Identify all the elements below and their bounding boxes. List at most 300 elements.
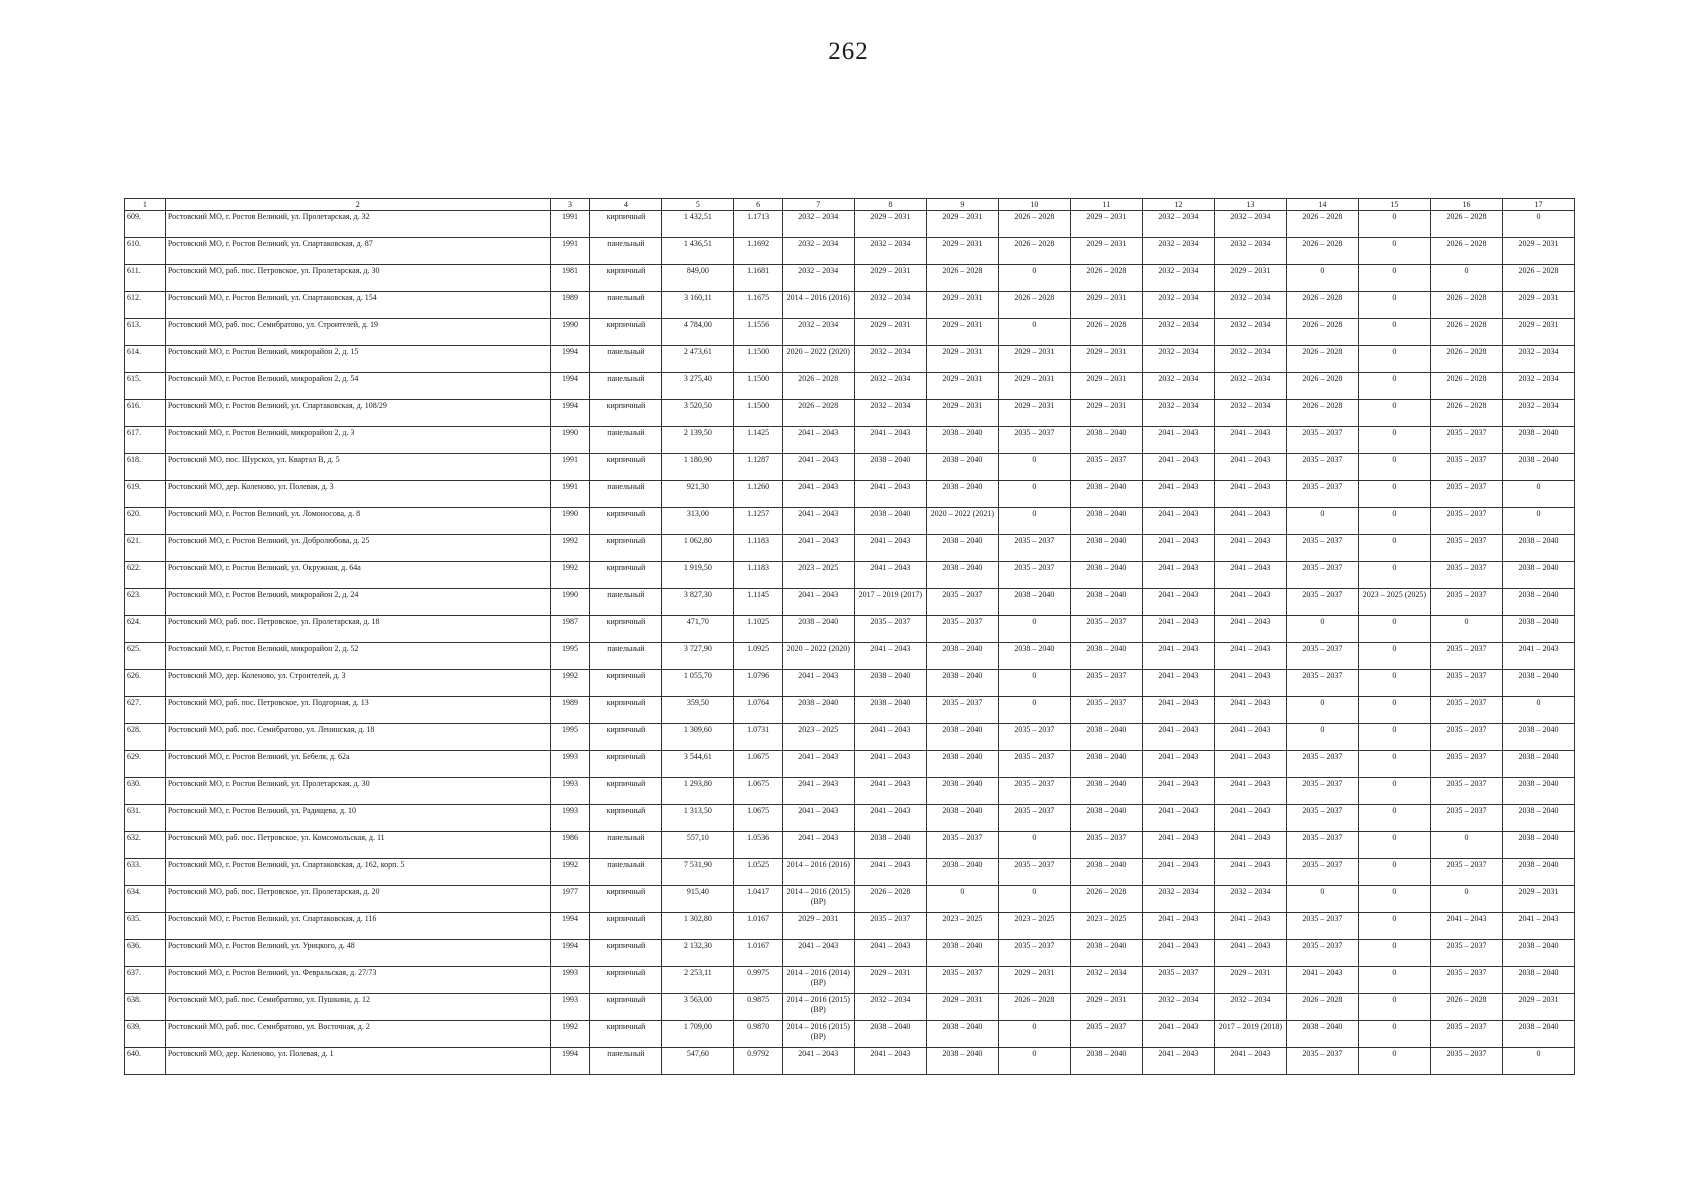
period-cell-7: 2032 – 2034 [782, 238, 854, 265]
period-cell-14: 0 [1286, 265, 1358, 292]
period-cell-10: 2035 – 2037 [998, 427, 1070, 454]
year-built-cell: 1995 [550, 643, 590, 670]
coefficient-cell: 1.1145 [734, 589, 782, 616]
period-cell-14: 2035 – 2037 [1286, 643, 1358, 670]
period-cell-15: 0 [1358, 535, 1430, 562]
period-cell-16: 2035 – 2037 [1430, 481, 1502, 508]
coefficient-cell: 0.9870 [734, 1021, 782, 1048]
row-number-cell: 630. [125, 778, 166, 805]
row-number-cell: 612. [125, 292, 166, 319]
period-cell-11: 2035 – 2037 [1070, 1021, 1142, 1048]
year-built-cell: 1994 [550, 913, 590, 940]
year-built-cell: 1992 [550, 535, 590, 562]
area-cell: 313,00 [662, 508, 734, 535]
table-row [125, 238, 1575, 265]
table-row [125, 778, 1575, 805]
period-cell-15: 0 [1358, 481, 1430, 508]
coefficient-cell: 1.0731 [734, 724, 782, 751]
address-cell: Ростовский МО, раб. пос. Семибратово, ул. Восточная, д. 2 [165, 1021, 550, 1048]
wall-material-cell: панельный [590, 643, 662, 670]
period-cell-10: 0 [998, 319, 1070, 346]
address-cell: Ростовский МО, раб. пос. Петровское, ул. Комсомольская, д. 11 [165, 832, 550, 859]
period-cell-17: 2038 – 2040 [1502, 778, 1574, 805]
period-cell-7: 2014 – 2016 (2015) (ВР) [782, 994, 854, 1021]
period-cell-17: 0 [1502, 508, 1574, 535]
table-row [125, 211, 1575, 238]
period-cell-13: 2032 – 2034 [1214, 994, 1286, 1021]
period-cell-16: 2035 – 2037 [1430, 724, 1502, 751]
coefficient-cell: 1.0796 [734, 670, 782, 697]
period-cell-16: 2035 – 2037 [1430, 751, 1502, 778]
period-cell-8: 2035 – 2037 [854, 616, 926, 643]
period-cell-8: 2041 – 2043 [854, 805, 926, 832]
address-cell: Ростовский МО, г. Ростов Великий, ул. Ломоносова, д. 8 [165, 508, 550, 535]
period-cell-15: 0 [1358, 805, 1430, 832]
table-row [125, 292, 1575, 319]
period-cell-12: 2032 – 2034 [1142, 265, 1214, 292]
period-cell-8: 2041 – 2043 [854, 1048, 926, 1075]
period-cell-9: 2038 – 2040 [926, 481, 998, 508]
period-cell-7: 2038 – 2040 [782, 697, 854, 724]
period-cell-17: 2029 – 2031 [1502, 319, 1574, 346]
period-cell-13: 2032 – 2034 [1214, 346, 1286, 373]
year-built-cell: 1990 [550, 319, 590, 346]
period-cell-12: 2041 – 2043 [1142, 805, 1214, 832]
column-number-header: 5 [662, 199, 734, 211]
area-cell: 915,40 [662, 886, 734, 913]
period-cell-15: 0 [1358, 427, 1430, 454]
period-cell-10: 2035 – 2037 [998, 751, 1070, 778]
period-cell-16: 2041 – 2043 [1430, 913, 1502, 940]
period-cell-14: 2035 – 2037 [1286, 562, 1358, 589]
period-cell-10: 0 [998, 481, 1070, 508]
period-cell-17: 0 [1502, 211, 1574, 238]
period-cell-16: 2026 – 2028 [1430, 238, 1502, 265]
row-number-cell: 639. [125, 1021, 166, 1048]
period-cell-9: 2038 – 2040 [926, 670, 998, 697]
period-cell-15: 0 [1358, 778, 1430, 805]
period-cell-10: 2035 – 2037 [998, 778, 1070, 805]
period-cell-14: 2035 – 2037 [1286, 1048, 1358, 1075]
period-cell-17: 2038 – 2040 [1502, 427, 1574, 454]
period-cell-12: 2041 – 2043 [1142, 913, 1214, 940]
period-cell-10: 0 [998, 1021, 1070, 1048]
period-cell-16: 2035 – 2037 [1430, 454, 1502, 481]
period-cell-16: 2026 – 2028 [1430, 211, 1502, 238]
period-cell-13: 2041 – 2043 [1214, 481, 1286, 508]
wall-material-cell: панельный [590, 373, 662, 400]
year-built-cell: 1986 [550, 832, 590, 859]
wall-material-cell: кирпичный [590, 1021, 662, 1048]
year-built-cell: 1981 [550, 265, 590, 292]
column-number-header: 2 [165, 199, 550, 211]
period-cell-10: 0 [998, 886, 1070, 913]
period-cell-16: 2026 – 2028 [1430, 994, 1502, 1021]
period-cell-9: 2038 – 2040 [926, 643, 998, 670]
period-cell-14: 2026 – 2028 [1286, 346, 1358, 373]
period-cell-12: 2032 – 2034 [1142, 211, 1214, 238]
area-cell: 3 563,00 [662, 994, 734, 1021]
period-cell-16: 2035 – 2037 [1430, 535, 1502, 562]
period-cell-12: 2041 – 2043 [1142, 616, 1214, 643]
period-cell-15: 0 [1358, 238, 1430, 265]
period-cell-13: 2041 – 2043 [1214, 670, 1286, 697]
period-cell-17: 2038 – 2040 [1502, 535, 1574, 562]
row-number-cell: 616. [125, 400, 166, 427]
period-cell-11: 2038 – 2040 [1070, 805, 1142, 832]
period-cell-7: 2014 – 2016 (2016) [782, 292, 854, 319]
period-cell-7: 2014 – 2016 (2015) (ВР) [782, 1021, 854, 1048]
period-cell-8: 2038 – 2040 [854, 1021, 926, 1048]
period-cell-10: 2035 – 2037 [998, 940, 1070, 967]
period-cell-14: 2038 – 2040 [1286, 1021, 1358, 1048]
area-cell: 1 180,90 [662, 454, 734, 481]
period-cell-17: 2038 – 2040 [1502, 562, 1574, 589]
period-cell-12: 2041 – 2043 [1142, 859, 1214, 886]
area-cell: 557,10 [662, 832, 734, 859]
column-number-header: 14 [1286, 199, 1358, 211]
address-cell: Ростовский МО, г. Ростов Великий, ул. Февральская, д. 27/73 [165, 967, 550, 994]
address-cell: Ростовский МО, г. Ростов Великий, микрорайон 2, д. 24 [165, 589, 550, 616]
table-row [125, 616, 1575, 643]
period-cell-8: 2032 – 2034 [854, 400, 926, 427]
period-cell-10: 2029 – 2031 [998, 400, 1070, 427]
period-cell-16: 2035 – 2037 [1430, 778, 1502, 805]
period-cell-9: 2038 – 2040 [926, 1021, 998, 1048]
period-cell-11: 2029 – 2031 [1070, 346, 1142, 373]
period-cell-13: 2041 – 2043 [1214, 832, 1286, 859]
coefficient-cell: 1.1692 [734, 238, 782, 265]
row-number-cell: 626. [125, 670, 166, 697]
period-cell-7: 2041 – 2043 [782, 481, 854, 508]
period-cell-8: 2041 – 2043 [854, 643, 926, 670]
period-cell-14: 2026 – 2028 [1286, 400, 1358, 427]
coefficient-cell: 1.1500 [734, 400, 782, 427]
period-cell-9: 2038 – 2040 [926, 751, 998, 778]
period-cell-11: 2023 – 2025 [1070, 913, 1142, 940]
period-cell-8: 2038 – 2040 [854, 454, 926, 481]
period-cell-13: 2041 – 2043 [1214, 508, 1286, 535]
period-cell-13: 2041 – 2043 [1214, 535, 1286, 562]
period-cell-8: 2032 – 2034 [854, 346, 926, 373]
table-row [125, 265, 1575, 292]
period-cell-11: 2038 – 2040 [1070, 1048, 1142, 1075]
period-cell-7: 2026 – 2028 [782, 400, 854, 427]
area-cell: 1 293,80 [662, 778, 734, 805]
period-cell-10: 2035 – 2037 [998, 562, 1070, 589]
year-built-cell: 1994 [550, 400, 590, 427]
coefficient-cell: 1.1025 [734, 616, 782, 643]
table-row [125, 427, 1575, 454]
period-cell-12: 2032 – 2034 [1142, 292, 1214, 319]
period-cell-11: 2038 – 2040 [1070, 751, 1142, 778]
period-cell-9: 2038 – 2040 [926, 778, 998, 805]
table-row [125, 508, 1575, 535]
year-built-cell: 1992 [550, 562, 590, 589]
address-cell: Ростовский МО, г. Ростов Великий, ул. Спартаковская, д. 162, корп. 5 [165, 859, 550, 886]
period-cell-13: 2041 – 2043 [1214, 454, 1286, 481]
period-cell-7: 2032 – 2034 [782, 211, 854, 238]
address-cell: Ростовский МО, раб. пос. Петровское, ул. Пролетарская, д. 30 [165, 265, 550, 292]
column-number-header: 9 [926, 199, 998, 211]
column-number-header: 7 [782, 199, 854, 211]
period-cell-11: 2038 – 2040 [1070, 562, 1142, 589]
period-cell-15: 0 [1358, 562, 1430, 589]
period-cell-8: 2029 – 2031 [854, 265, 926, 292]
period-cell-7: 2041 – 2043 [782, 940, 854, 967]
period-cell-11: 2038 – 2040 [1070, 481, 1142, 508]
wall-material-cell: кирпичный [590, 454, 662, 481]
period-cell-8: 2032 – 2034 [854, 373, 926, 400]
wall-material-cell: кирпичный [590, 886, 662, 913]
year-built-cell: 1991 [550, 211, 590, 238]
row-number-cell: 623. [125, 589, 166, 616]
period-cell-17: 2041 – 2043 [1502, 913, 1574, 940]
period-cell-10: 0 [998, 508, 1070, 535]
area-cell: 3 160,11 [662, 292, 734, 319]
period-cell-12: 2041 – 2043 [1142, 481, 1214, 508]
address-cell: Ростовский МО, г. Ростов Великий, ул. Бебеля, д. 62а [165, 751, 550, 778]
table-row [125, 670, 1575, 697]
table-row [125, 319, 1575, 346]
period-cell-11: 2026 – 2028 [1070, 319, 1142, 346]
period-cell-7: 2020 – 2022 (2020) [782, 346, 854, 373]
address-cell: Ростовский МО, г. Ростов Великий, ул. Пролетарская, д. 32 [165, 211, 550, 238]
period-cell-7: 2032 – 2034 [782, 265, 854, 292]
period-cell-8: 2041 – 2043 [854, 940, 926, 967]
row-number-cell: 614. [125, 346, 166, 373]
period-cell-15: 0 [1358, 967, 1430, 994]
period-cell-17: 2038 – 2040 [1502, 589, 1574, 616]
area-cell: 547,60 [662, 1048, 734, 1075]
period-cell-11: 2026 – 2028 [1070, 265, 1142, 292]
address-cell: Ростовский МО, г. Ростов Великий, микрорайон 2, д. 54 [165, 373, 550, 400]
period-cell-11: 2038 – 2040 [1070, 643, 1142, 670]
row-number-cell: 615. [125, 373, 166, 400]
period-cell-8: 2041 – 2043 [854, 778, 926, 805]
column-number-header: 17 [1502, 199, 1574, 211]
period-cell-15: 0 [1358, 1021, 1430, 1048]
year-built-cell: 1990 [550, 589, 590, 616]
area-cell: 4 784,00 [662, 319, 734, 346]
coefficient-cell: 1.1500 [734, 373, 782, 400]
period-cell-16: 2026 – 2028 [1430, 319, 1502, 346]
table-row [125, 751, 1575, 778]
wall-material-cell: панельный [590, 292, 662, 319]
period-cell-17: 2038 – 2040 [1502, 616, 1574, 643]
table-row [125, 697, 1575, 724]
period-cell-8: 2041 – 2043 [854, 859, 926, 886]
period-cell-15: 0 [1358, 697, 1430, 724]
table-row [125, 1048, 1575, 1075]
period-cell-9: 2038 – 2040 [926, 535, 998, 562]
row-number-cell: 611. [125, 265, 166, 292]
period-cell-10: 0 [998, 1048, 1070, 1075]
wall-material-cell: кирпичный [590, 265, 662, 292]
period-cell-10: 0 [998, 670, 1070, 697]
period-cell-11: 2035 – 2037 [1070, 832, 1142, 859]
period-cell-11: 2035 – 2037 [1070, 454, 1142, 481]
period-cell-15: 0 [1358, 859, 1430, 886]
area-cell: 2 139,50 [662, 427, 734, 454]
period-cell-12: 2041 – 2043 [1142, 724, 1214, 751]
period-cell-10: 0 [998, 265, 1070, 292]
address-cell: Ростовский МО, раб. пос. Петровское, ул. Подгорная, д. 13 [165, 697, 550, 724]
table-row [125, 373, 1575, 400]
address-cell: Ростовский МО, г. Ростов Великий, ул. Спартаковская, д. 154 [165, 292, 550, 319]
column-number-header: 6 [734, 199, 782, 211]
wall-material-cell: кирпичный [590, 994, 662, 1021]
column-number-header: 12 [1142, 199, 1214, 211]
row-number-cell: 627. [125, 697, 166, 724]
column-number-header: 16 [1430, 199, 1502, 211]
row-number-cell: 629. [125, 751, 166, 778]
period-cell-17: 2032 – 2034 [1502, 346, 1574, 373]
coefficient-cell: 1.1425 [734, 427, 782, 454]
period-cell-17: 2026 – 2028 [1502, 265, 1574, 292]
address-cell: Ростовский МО, раб. пос. Петровское, ул. Пролетарская, д. 20 [165, 886, 550, 913]
address-cell: Ростовский МО, г. Ростов Великий, микрорайон 2, д. 3 [165, 427, 550, 454]
period-cell-16: 2035 – 2037 [1430, 1021, 1502, 1048]
wall-material-cell: кирпичный [590, 913, 662, 940]
year-built-cell: 1994 [550, 346, 590, 373]
period-cell-10: 2026 – 2028 [998, 211, 1070, 238]
row-number-cell: 631. [125, 805, 166, 832]
wall-material-cell: кирпичный [590, 211, 662, 238]
period-cell-7: 2041 – 2043 [782, 454, 854, 481]
period-cell-15: 2023 – 2025 (2025) [1358, 589, 1430, 616]
area-cell: 3 275,40 [662, 373, 734, 400]
area-cell: 2 132,30 [662, 940, 734, 967]
period-cell-14: 2026 – 2028 [1286, 319, 1358, 346]
period-cell-12: 2041 – 2043 [1142, 643, 1214, 670]
wall-material-cell: панельный [590, 859, 662, 886]
period-cell-9: 2029 – 2031 [926, 400, 998, 427]
period-cell-11: 2029 – 2031 [1070, 373, 1142, 400]
period-cell-15: 0 [1358, 913, 1430, 940]
period-cell-7: 2014 – 2016 (2015) (ВР) [782, 886, 854, 913]
period-cell-10: 2038 – 2040 [998, 643, 1070, 670]
period-cell-13: 2032 – 2034 [1214, 238, 1286, 265]
period-cell-14: 2026 – 2028 [1286, 211, 1358, 238]
year-built-cell: 1991 [550, 481, 590, 508]
coefficient-cell: 1.0675 [734, 805, 782, 832]
period-cell-11: 2029 – 2031 [1070, 400, 1142, 427]
period-cell-12: 2032 – 2034 [1142, 319, 1214, 346]
period-cell-9: 2038 – 2040 [926, 562, 998, 589]
period-cell-9: 2035 – 2037 [926, 832, 998, 859]
period-cell-11: 2029 – 2031 [1070, 994, 1142, 1021]
period-cell-17: 2041 – 2043 [1502, 643, 1574, 670]
period-cell-12: 2032 – 2034 [1142, 346, 1214, 373]
period-cell-16: 0 [1430, 832, 1502, 859]
period-cell-17: 2038 – 2040 [1502, 832, 1574, 859]
period-cell-9: 2029 – 2031 [926, 373, 998, 400]
period-cell-12: 2032 – 2034 [1142, 994, 1214, 1021]
area-cell: 1 313,50 [662, 805, 734, 832]
period-cell-14: 2035 – 2037 [1286, 805, 1358, 832]
period-cell-14: 2035 – 2037 [1286, 427, 1358, 454]
period-cell-16: 2026 – 2028 [1430, 292, 1502, 319]
year-built-cell: 1993 [550, 805, 590, 832]
address-cell: Ростовский МО, дер. Коленово, ул. Полевая, д. 1 [165, 1048, 550, 1075]
period-cell-8: 2035 – 2037 [854, 913, 926, 940]
area-cell: 1 432,51 [662, 211, 734, 238]
row-number-cell: 628. [125, 724, 166, 751]
period-cell-11: 2038 – 2040 [1070, 589, 1142, 616]
period-cell-14: 2035 – 2037 [1286, 454, 1358, 481]
period-cell-14: 2026 – 2028 [1286, 373, 1358, 400]
period-cell-14: 2035 – 2037 [1286, 832, 1358, 859]
period-cell-12: 2041 – 2043 [1142, 427, 1214, 454]
period-cell-9: 2023 – 2025 [926, 913, 998, 940]
year-built-cell: 1992 [550, 859, 590, 886]
period-cell-15: 0 [1358, 265, 1430, 292]
period-cell-9: 2035 – 2037 [926, 589, 998, 616]
coefficient-cell: 0.9875 [734, 994, 782, 1021]
period-cell-15: 0 [1358, 508, 1430, 535]
period-cell-16: 0 [1430, 616, 1502, 643]
period-cell-17: 2038 – 2040 [1502, 670, 1574, 697]
period-cell-16: 2035 – 2037 [1430, 643, 1502, 670]
table-row [125, 913, 1575, 940]
year-built-cell: 1991 [550, 238, 590, 265]
period-cell-15: 0 [1358, 1048, 1430, 1075]
period-cell-14: 2035 – 2037 [1286, 481, 1358, 508]
coefficient-cell: 1.1257 [734, 508, 782, 535]
wall-material-cell: панельный [590, 832, 662, 859]
address-cell: Ростовский МО, г. Ростов Великий, ул. Урицкого, д. 48 [165, 940, 550, 967]
period-cell-9: 2035 – 2037 [926, 697, 998, 724]
table-row [125, 940, 1575, 967]
address-cell: Ростовский МО, дер. Коленово, ул. Полевая, д. 3 [165, 481, 550, 508]
period-cell-12: 2041 – 2043 [1142, 778, 1214, 805]
address-cell: Ростовский МО, г. Ростов Великий, микрорайон 2, д. 52 [165, 643, 550, 670]
period-cell-10: 2035 – 2037 [998, 859, 1070, 886]
period-cell-9: 2038 – 2040 [926, 454, 998, 481]
row-number-cell: 625. [125, 643, 166, 670]
period-cell-7: 2041 – 2043 [782, 751, 854, 778]
column-number-header: 1 [125, 199, 166, 211]
period-cell-17: 2029 – 2031 [1502, 994, 1574, 1021]
table-row [125, 886, 1575, 913]
coefficient-cell: 1.0925 [734, 643, 782, 670]
year-built-cell: 1994 [550, 1048, 590, 1075]
period-cell-10: 2023 – 2025 [998, 913, 1070, 940]
period-cell-15: 0 [1358, 373, 1430, 400]
address-cell: Ростовский МО, г. Ростов Великий, ул. Спартаковская, д. 108/29 [165, 400, 550, 427]
wall-material-cell: кирпичный [590, 967, 662, 994]
row-number-cell: 621. [125, 535, 166, 562]
row-number-cell: 620. [125, 508, 166, 535]
table-row [125, 481, 1575, 508]
wall-material-cell: кирпичный [590, 535, 662, 562]
period-cell-17: 2029 – 2031 [1502, 238, 1574, 265]
coefficient-cell: 1.1183 [734, 535, 782, 562]
period-cell-7: 2041 – 2043 [782, 670, 854, 697]
period-cell-15: 0 [1358, 319, 1430, 346]
area-cell: 2 253,11 [662, 967, 734, 994]
period-cell-13: 2041 – 2043 [1214, 751, 1286, 778]
row-number-cell: 633. [125, 859, 166, 886]
area-cell: 1 055,70 [662, 670, 734, 697]
period-cell-7: 2026 – 2028 [782, 373, 854, 400]
area-cell: 921,30 [662, 481, 734, 508]
row-number-cell: 637. [125, 967, 166, 994]
coefficient-cell: 1.0675 [734, 751, 782, 778]
area-cell: 1 062,80 [662, 535, 734, 562]
row-number-cell: 624. [125, 616, 166, 643]
